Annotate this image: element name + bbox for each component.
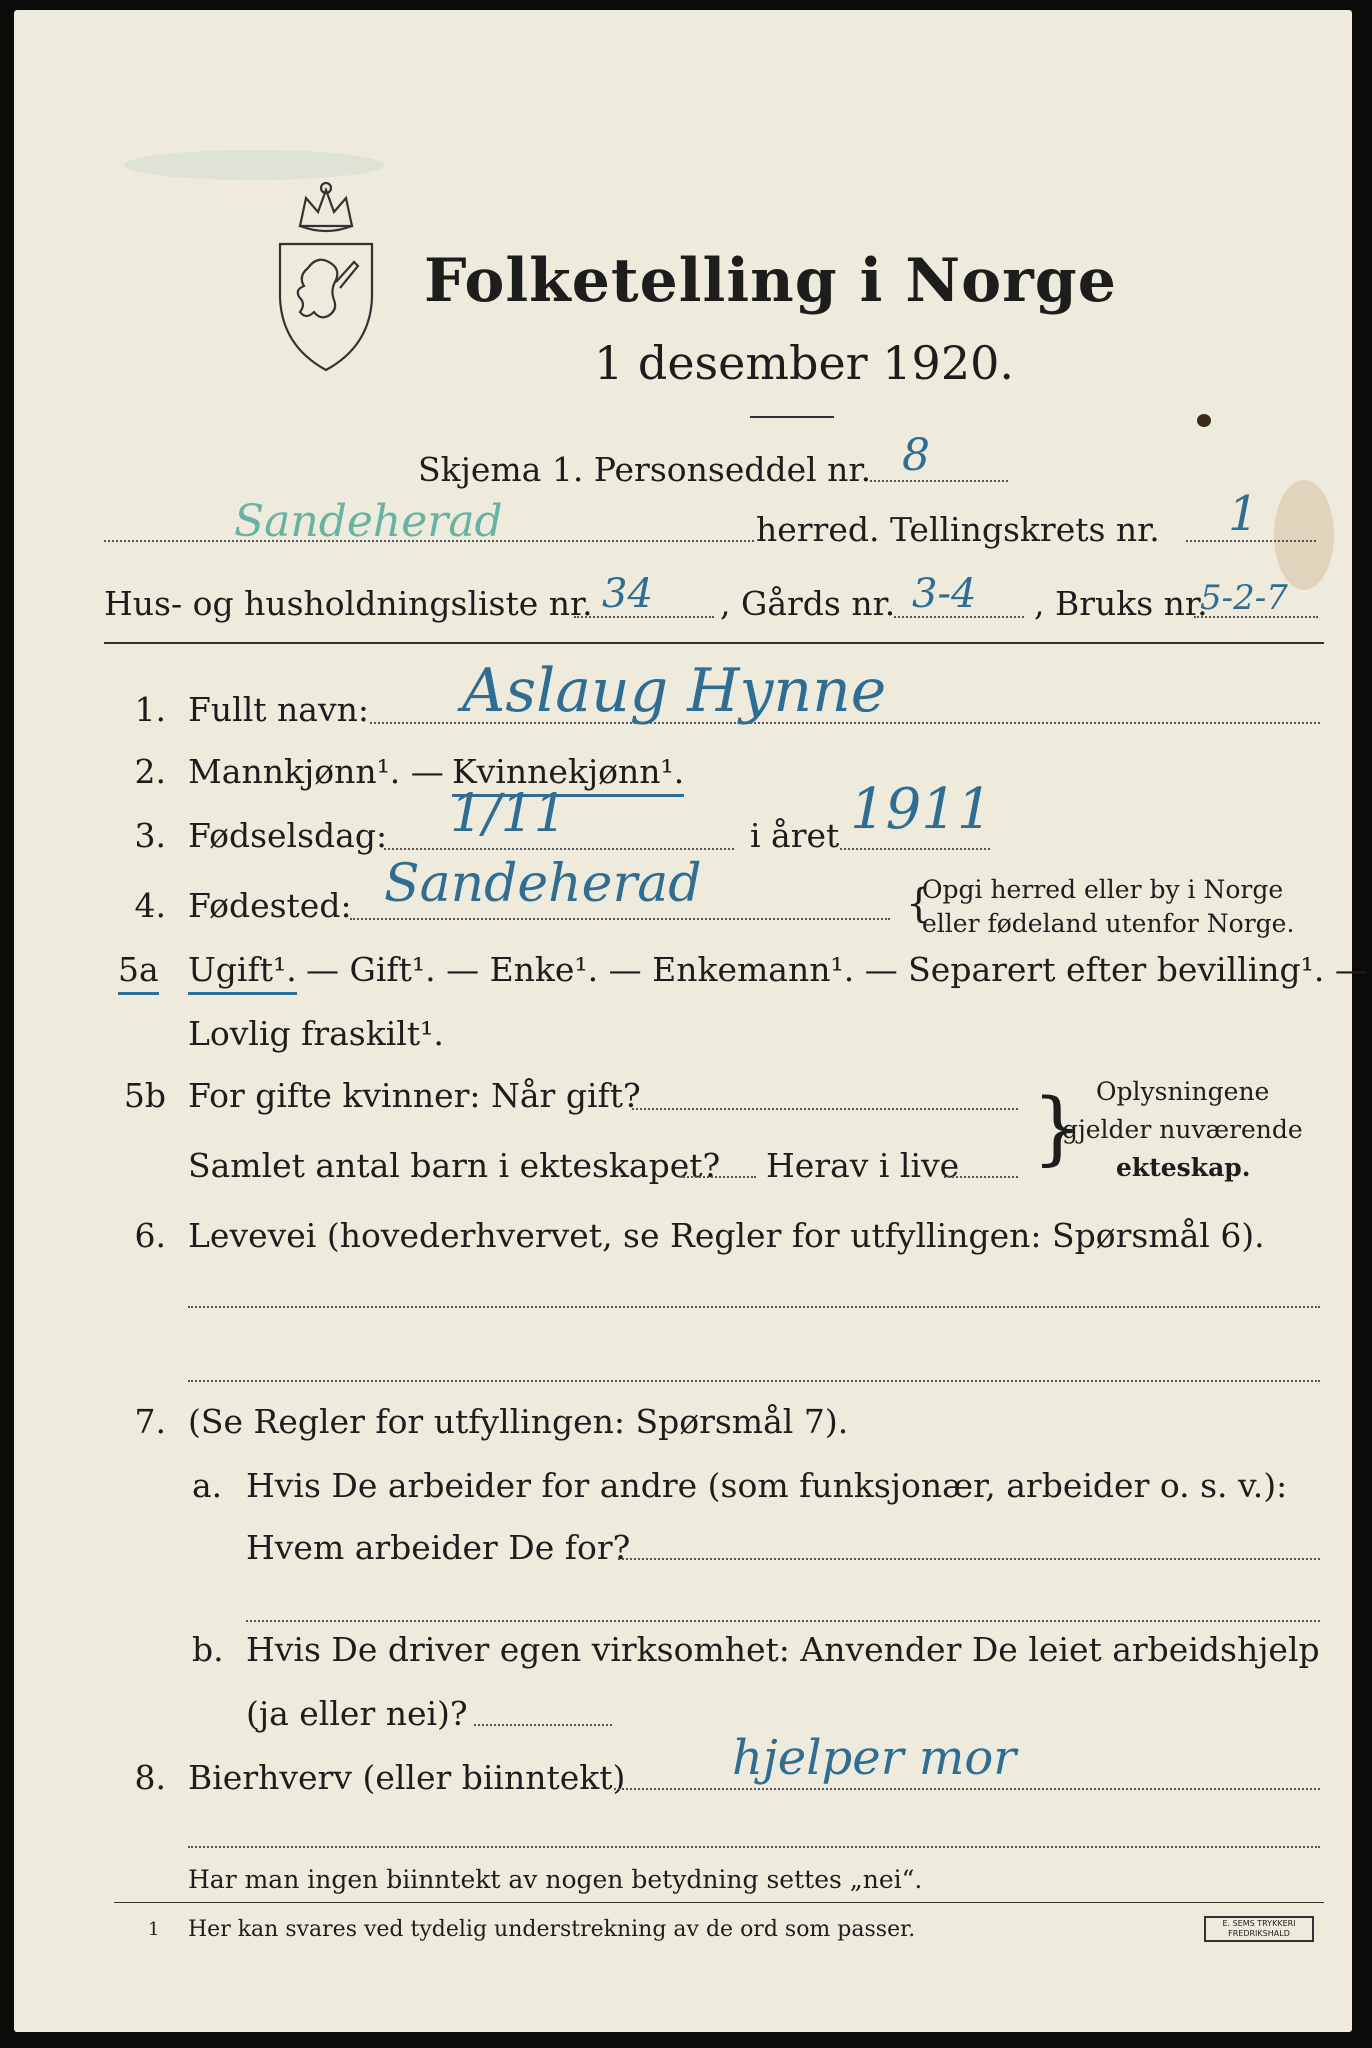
q2-male-option[interactable]: Mannkjønn¹. —	[188, 752, 444, 791]
paper-stain	[124, 150, 384, 180]
q2-female-option-underlined[interactable]: Kvinnekjønn¹.	[452, 752, 684, 797]
q3-year-label: i året	[750, 816, 840, 855]
q8-number: 8.	[134, 1758, 166, 1797]
printer-stamp	[1204, 1916, 1314, 1942]
printer-stamp-line2: FREDRIKSHALD	[1228, 1929, 1290, 1938]
birth-year-field[interactable]	[840, 848, 990, 850]
q5b-note-line3: ekteskap.	[1116, 1153, 1251, 1182]
q7b-letter: b.	[192, 1630, 224, 1669]
q5a-options[interactable]: — Gift¹. — Enke¹. — Enkemann¹. — Separert efter bevilling¹. —	[306, 950, 1368, 989]
header-divider	[104, 642, 1324, 644]
municipality-value: Sandeherad	[234, 496, 503, 547]
full-name-value: Aslaug Hynne	[462, 656, 887, 726]
q5b-married-label: For gifte kvinner: Når gift?	[188, 1076, 641, 1115]
side-income-field-2[interactable]	[188, 1846, 1320, 1848]
enumeration-district-value: 1	[1228, 486, 1259, 542]
q7b-yes-no-label: (ja eller nei)?	[246, 1694, 468, 1733]
q1-label: Fullt navn:	[188, 690, 369, 729]
q5a-divorced-option[interactable]: Lovlig fraskilt¹.	[188, 1014, 444, 1053]
title-divider	[750, 416, 834, 418]
q5a-unmarried-option-underlined[interactable]: Ugift¹.	[188, 950, 297, 995]
q5b-note-line1: Oplysningene	[1096, 1077, 1270, 1106]
household-list-value: 34	[602, 571, 653, 617]
q5b-children-label: Samlet antal barn i ekteskapet?	[188, 1146, 721, 1185]
footnote-mark: 1	[148, 1919, 160, 1940]
use-number-label: , Bruks nr.	[1034, 584, 1208, 623]
schema-label: Skjema 1. Personseddel nr.	[418, 450, 872, 489]
norwegian-coat-of-arms-icon	[266, 178, 386, 378]
birthplace-value: Sandeherad	[384, 854, 702, 914]
person-slip-field[interactable]	[870, 480, 1008, 482]
census-form	[14, 10, 1368, 2032]
q7-label: (Se Regler for utfyllingen: Spørsmål 7).	[188, 1402, 849, 1441]
footer-divider	[114, 1902, 1324, 1903]
children-alive-field[interactable]	[944, 1176, 1018, 1178]
hired-help-field[interactable]	[474, 1724, 612, 1726]
employer-field-2[interactable]	[246, 1620, 1320, 1622]
q5b-alive-label: Herav i live	[766, 1146, 960, 1185]
form-title: Folketelling i Norge	[424, 246, 1117, 316]
q7a-label: Hvis De arbeider for andre (som funksjonær, arbeider o. s. v.):	[246, 1466, 1288, 1505]
q7a-letter: a.	[192, 1466, 223, 1505]
footnote-text: Her kan svares ved tydelig understrekning av de ord som passer.	[188, 1917, 916, 1942]
side-income-value: hjelper mor	[732, 1730, 1017, 1786]
q4-number: 4.	[134, 886, 166, 925]
q5b-note-line2: gjelder nuværende	[1062, 1115, 1303, 1144]
ink-spot	[1197, 414, 1211, 427]
municipality-label: herred. Tellingskrets nr.	[756, 510, 1160, 549]
household-list-label: Hus- og husholdningsliste nr.	[104, 584, 593, 623]
q7a-employer-label: Hvem arbeider De for?	[246, 1528, 631, 1567]
q6-label: Levevei (hovederhvervet, se Regler for utfyllingen: Spørsmål 6).	[188, 1216, 1265, 1255]
q3-number: 3.	[134, 816, 166, 855]
farm-number-label: , Gårds nr.	[720, 584, 896, 623]
q8-label: Bierhverv (eller biinntekt)	[188, 1758, 626, 1797]
printer-stamp-line1: E. SEMS TRYKKERI	[1222, 1919, 1296, 1928]
birthday-field[interactable]	[384, 848, 734, 850]
birth-year-value: 1911	[850, 777, 993, 842]
q4-label: Fødested:	[188, 886, 352, 925]
birthday-value: 1/11	[450, 784, 567, 844]
q4-note-line2: eller fødeland utenfor Norge.	[922, 909, 1295, 938]
q5a-number: 5a	[118, 950, 159, 995]
income-note: Har man ingen biinntekt av nogen betydning settes „nei“.	[188, 1865, 923, 1894]
q3-label: Fødselsdag:	[188, 816, 388, 855]
birthplace-field[interactable]	[350, 918, 890, 920]
use-number-value: 5-2-7	[1200, 578, 1288, 618]
occupation-field-2[interactable]	[188, 1380, 1320, 1382]
q5b-bracket: }	[1032, 1081, 1083, 1174]
q7-number: 7.	[134, 1402, 166, 1441]
occupation-field-1[interactable]	[188, 1306, 1320, 1308]
side-income-field-1[interactable]	[614, 1788, 1320, 1790]
q4-bracket: {	[906, 881, 932, 927]
q7b-label: Hvis De driver egen virksomhet: Anvender De leiet arbeidshjelp	[246, 1630, 1320, 1669]
marriage-date-field[interactable]	[632, 1108, 1018, 1110]
person-slip-value: 8	[902, 430, 930, 481]
form-date: 1 desember 1920.	[594, 336, 1014, 390]
children-count-field[interactable]	[680, 1176, 756, 1178]
q1-number: 1.	[134, 690, 166, 729]
q5b-number: 5b	[123, 1076, 166, 1115]
q2-number: 2.	[134, 752, 166, 791]
farm-number-value: 3-4	[912, 571, 977, 617]
employer-field-1[interactable]	[618, 1558, 1320, 1560]
q6-number: 6.	[134, 1216, 166, 1255]
q4-note-line1: Opgi herred eller by i Norge	[922, 875, 1284, 904]
